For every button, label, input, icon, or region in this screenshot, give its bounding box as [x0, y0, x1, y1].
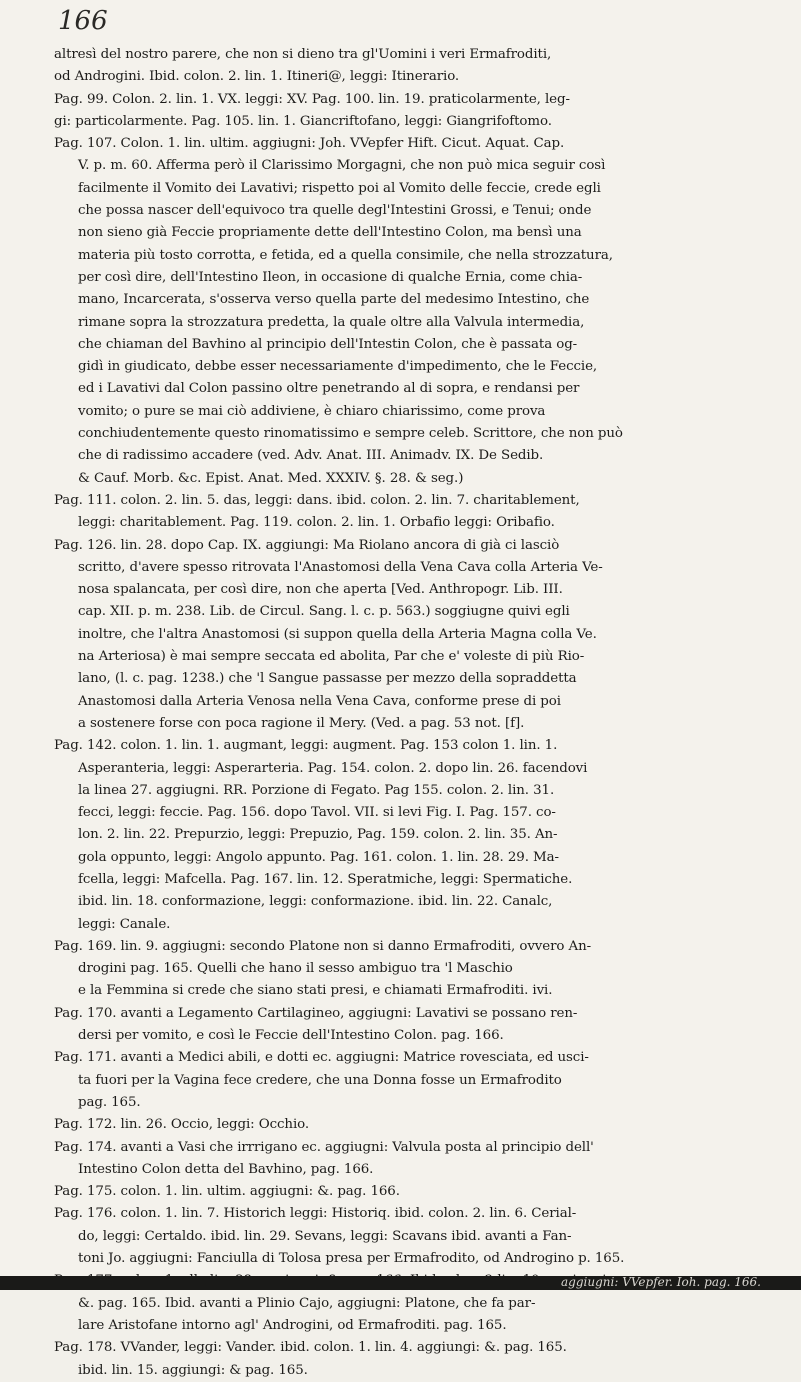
text-line: na Arteriosa) è mai sempre seccata ed abolita, Par che e' voleste di più Rio- — [78, 649, 585, 665]
text-line: gi: particolarmente. Pag. 105. lin. 1. Giancriftofano, leggi: Giangrifoftomo. — [54, 113, 552, 129]
text-line: lano, (l. c. pag. 1238.) che 'l Sangue passasse per mezzo della sopraddetta — [78, 671, 577, 687]
text-line: Pag. 170. avanti a Legamento Cartilagineo, aggiugni: Lavativi se possano ren- — [54, 1005, 578, 1021]
text-line: Pag. 178. VVander, leggi: Vander. ibid. colon. 1. lin. 4. aggiungi: &. pag. 165. — [54, 1340, 567, 1356]
text-line: Pag. 99. Colon. 2. lin. 1. VX. leggi: XV. Pag. 100. lin. 19. praticolarmente, leg- — [54, 91, 570, 107]
text-line: a sostenere forse con poca ragione il Mery. (Ved. a pag. 53 not. [f]. — [78, 715, 525, 731]
text-line: &. pag. 165. Ibid. avanti a Plinio Cajo, aggiugni: Platone, che fa par- — [78, 1295, 536, 1311]
text-line: Pag. 111. colon. 2. lin. 5. das, leggi: dans. ibid. colon. 2. lin. 7. charitablement, — [54, 492, 580, 508]
text-line: Pag. 107. Colon. 1. lin. ultim. aggiugni: Joh. VVepfer Hift. Cicut. Aquat. Cap. — [54, 136, 565, 152]
text-line: Pag. 126. lin. 28. dopo Cap. IX. aggiungi: Ma Riolano ancora di già ci lasciò — [54, 537, 560, 553]
text-line: do, leggi: Certaldo. ibid. lin. 29. Sevans, leggi: Scavans ibid. avanti a Fan- — [78, 1228, 572, 1244]
text-line: inoltre, che l'altra Anastomosi (si suppon quella della Arteria Magna colla Ve. — [78, 626, 597, 642]
text-line: fcella, leggi: Mafcella. Pag. 167. lin. 12. Speratmiche, leggi: Spermatiche. — [78, 871, 573, 887]
text-line: Pag. 171. avanti a Medici abili, e dotti ec. aggiugni: Matrice rovesciata, ed usci- — [54, 1050, 589, 1066]
text-line: lare Aristofane intorno agl' Androgini, od Ermafroditi. pag. 165. — [78, 1317, 507, 1333]
bottom-cropped-line-text: aggiugni: VVepfer. Ioh. pag. 166. — [561, 1275, 761, 1289]
text-line: Pag. 169. lin. 9. aggiugni: secondo Platone non si danno Ermafroditi, ovvero An- — [54, 938, 592, 954]
text-line: altresì del nostro parere, che non si dieno tra gl'Uomini i veri Ermafroditi, — [54, 47, 552, 62]
text-line: Pag. 176. colon. 1. lin. 7. Historich leggi: Historiq. ibid. colon. 2. lin. 6. Cerial- — [54, 1206, 577, 1222]
text-line: scritto, d'avere spesso ritrovata l'Anastomosi della Vena Cava colla Arteria Ve- — [78, 559, 603, 575]
text-line: & Cauf. Morb. &c. Epist. Anat. Med. XXXIV. §. 28. & seg.) — [78, 470, 464, 486]
text-line: fecci, leggi: feccie. Pag. 156. dopo Tavol. VII. si levi Fig. I. Pag. 157. co- — [78, 805, 556, 821]
text-line: che di radissimo accadere (ved. Adv. Anat. III. Animadv. IX. De Sedib. — [78, 448, 544, 464]
text-line: pag. 165. — [78, 1094, 141, 1110]
text-line: conchiudentemente questo rinomatissimo e sempre celeb. Scrittore, che non può — [78, 426, 623, 442]
text-line: non sieno già Feccie propriamente dette dell'Intestino Colon, ma bensì una — [78, 225, 582, 241]
text-line: Intestino Colon detta del Bavhino, pag. 166. — [78, 1161, 374, 1177]
text-line: Pag. 174. avanti a Vasi che irrrigano ec. aggiugni: Valvula posta al principio dell' — [54, 1139, 594, 1155]
text-line: Pag. 172. lin. 26. Occio, leggi: Occhio. — [54, 1117, 310, 1133]
text-line: lon. 2. lin. 22. Prepurzio, leggi: Prepuzio, Pag. 159. colon. 2. lin. 35. An- — [78, 827, 558, 843]
text-line: facilmente il Vomito dei Lavativi; rispetto poi al Vomito delle feccie, crede egli — [78, 180, 601, 196]
text-line: nosa spalancata, per così dire, non che aperta [Ved. Anthropogr. Lib. III. — [78, 582, 563, 598]
text-line: dersi per vomito, e così le Feccie dell'Intestino Colon. pag. 166. — [78, 1028, 504, 1044]
text-line: Pag. 175. colon. 1. lin. ultim. aggiugni: &. pag. 166. — [54, 1184, 400, 1200]
text-line: gola oppunto, leggi: Angolo appunto. Pag. 161. colon. 1. lin. 28. 29. Ma- — [78, 849, 559, 865]
text-line: leggi: Canale. — [78, 916, 171, 932]
text-line: per così dire, dell'Intestino Ileon, in occasione di qualche Ernia, come chia- — [78, 269, 583, 285]
text-line: cap. XII. p. m. 238. Lib. de Circul. Sang. l. c. p. 563.) soggiugne quivi egli — [78, 604, 570, 620]
page-number: 166 — [58, 6, 108, 36]
text-line: leggi: charitablement. Pag. 119. colon. 2. lin. 1. Orbafio leggi: Oribafio. — [78, 515, 555, 531]
text-line: drogini pag. 165. Quelli che hano il sesso ambiguo tra 'l Maschio — [78, 961, 513, 977]
text-line: gidì in giudicato, debbe esser necessariamente d'impedimento, che le Feccie, — [78, 359, 598, 375]
text-line: toni Jo. aggiugni: Fanciulla di Tolosa presa per Ermafrodito, od Androgino p. 165. — [78, 1251, 625, 1267]
text-line: ibid. lin. 15. aggiungi: & pag. 165. — [78, 1362, 308, 1378]
text-line: rimane sopra la strozzatura predetta, la quale oltre alla Valvula intermedia, — [78, 314, 585, 330]
text-line: e la Femmina si crede che siano stati presi, e chiamati Ermafroditi. ivi. — [78, 983, 553, 999]
text-line: Pag. 142. colon. 1. lin. 1. augmant, leggi: augment. Pag. 153 colon 1. lin. 1. — [54, 738, 558, 754]
text-line: materia più tosto corrotta, e fetida, ed a quella consimile, che nella strozzatura, — [78, 247, 613, 263]
text-line: Anastomosi dalla Arteria Venosa nella Vena Cava, conforme prese di poi — [78, 693, 561, 709]
text-line: od Androgini. Ibid. colon. 2. lin. 1. Itineri@, leggi: Itinerario. — [54, 69, 460, 85]
text-line: vomito; o pure se mai ciò addiviene, è chiaro chiarissimo, come prova — [78, 403, 546, 419]
text-line: la linea 27. aggiugni. RR. Porzione di Fegato. Pag 155. colon. 2. lin. 31. — [78, 782, 555, 798]
text-line: ibid. lin. 18. conformazione, leggi: conformazione. ibid. lin. 22. Canalc, — [78, 894, 553, 910]
text-line: mano, Incarcerata, s'osserva verso quella parte del medesimo Intestino, che — [78, 292, 590, 308]
text-line: che chiaman del Bavhino al principio dell'Intestin Colon, che è passata og- — [78, 336, 578, 352]
text-line: Asperanteria, leggi: Asperarteria. Pag. 154. colon. 2. dopo lin. 26. facendovi — [78, 760, 588, 776]
text-line: che possa nascer dell'equivoco tra quelle degl'Intestini Grossi, e Tenui; onde — [78, 203, 592, 219]
text-line: ed i Lavativi dal Colon passino oltre penetrando al di sopra, e rendansi per — [78, 381, 580, 397]
text-line: V. p. m. 60. Afferma però il Clarissimo Morgagni, che non può mica seguir così — [78, 158, 606, 174]
text-line: ta fuori per la Vagina fece credere, che una Donna fosse un Ermafrodito — [78, 1072, 562, 1088]
errata-text-column — [54, 44, 766, 1382]
